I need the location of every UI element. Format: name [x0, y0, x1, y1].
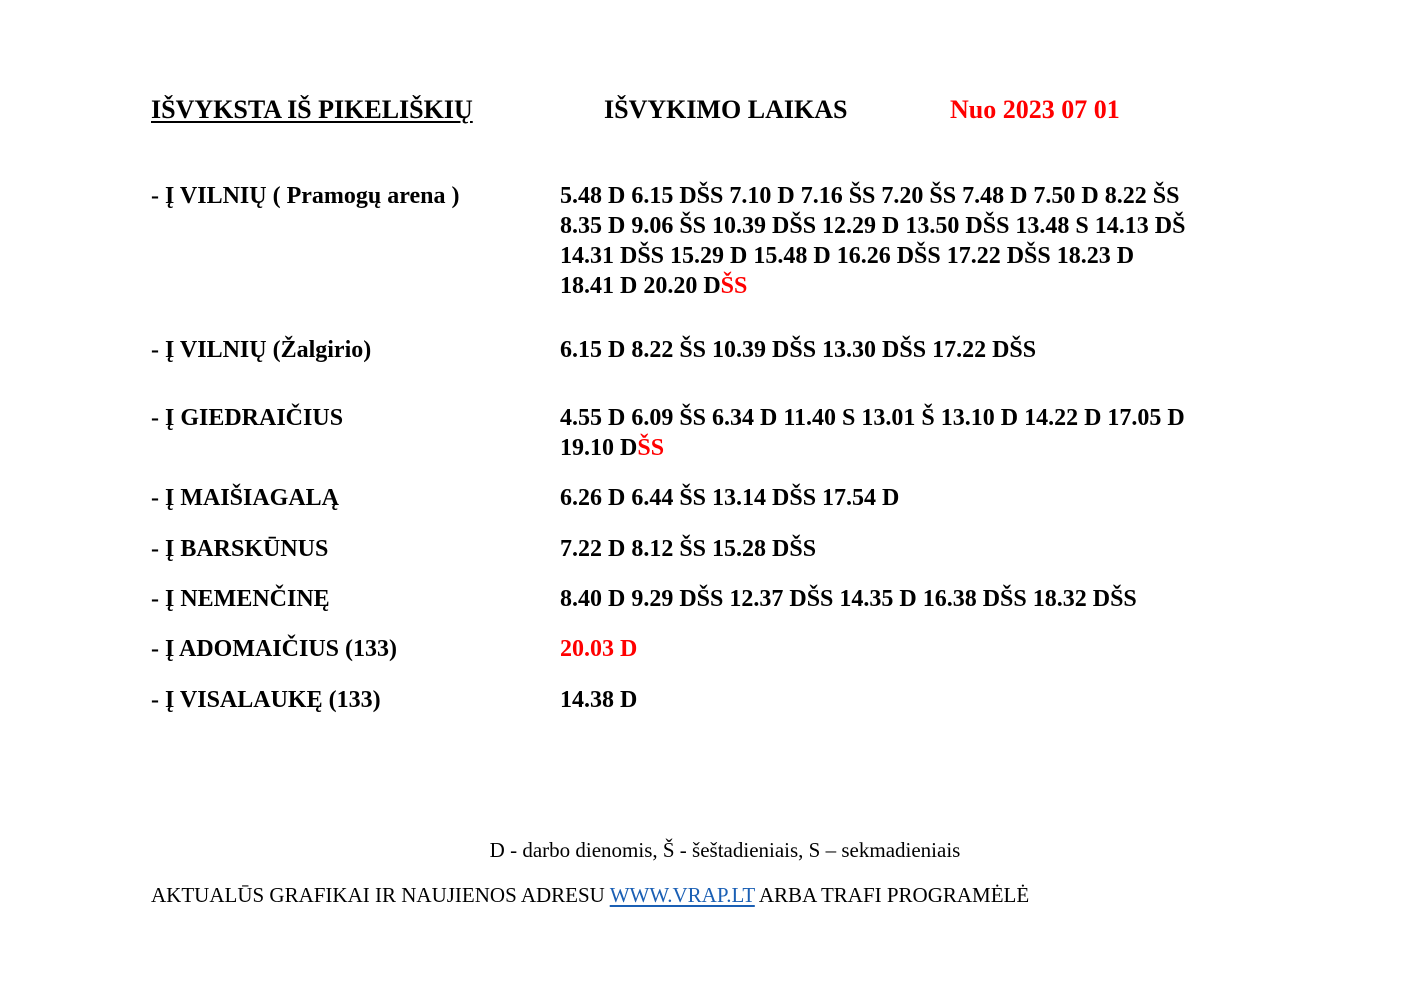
valid-from-date: Nuo 2023 07 01 — [950, 95, 1120, 124]
page-title: IŠVYKSTA IŠ PIKELIŠKIŲ — [151, 95, 473, 124]
route-destination: - Į GIEDRAIČIUS — [151, 405, 344, 431]
footer-prefix: AKTUALŪS GRAFIKAI IR NAUJIENOS ADRESU — [151, 883, 610, 907]
times-line: 7.22 D 8.12 ŠS 15.28 DŠS — [560, 536, 817, 562]
departure-time-heading: IŠVYKIMO LAIKAS — [604, 95, 848, 124]
times-line-prefix: 19.10 D — [560, 435, 638, 461]
route-destination: - Į VILNIŲ (Žalgirio) — [151, 337, 372, 363]
route-times — [560, 403, 1250, 463]
route-destination: - Į VILNIŲ ( Pramogų arena ) — [151, 183, 460, 209]
times-line: 6.15 D 8.22 ŠS 10.39 DŠS 13.30 DŠS 17.22 DŠS — [560, 337, 1037, 363]
route-times — [560, 335, 1250, 365]
schedule-legend: D - darbo dienomis, Š - šeštadieniais, S – sekmadieniais — [489, 838, 961, 862]
route-times — [560, 181, 1250, 301]
times-line — [560, 271, 1250, 301]
times-line: 5.48 D 6.15 DŠS 7.10 D 7.16 ŠS 7.20 ŠS 7.48 D 7.50 D 8.22 ŠS — [560, 183, 1180, 209]
route-times — [560, 483, 1250, 513]
times-line — [560, 433, 1250, 463]
route-times — [560, 634, 1250, 664]
route-destination: - Į VISALAUKĘ (133) — [151, 687, 381, 713]
website-link[interactable]: WWW.VRAP.LT — [609, 883, 755, 907]
route-times — [560, 534, 1250, 564]
times-line: 8.40 D 9.29 DŠS 12.37 DŠS 14.35 D 16.38 DŠS 18.32 DŠS — [560, 586, 1137, 612]
route-destination: - Į NEMENČINĘ — [151, 586, 330, 612]
route-destination: - Į ADOMAIČIUS (133) — [151, 636, 397, 662]
route-destination: - Į MAIŠIAGALĄ — [151, 485, 340, 511]
times-line-prefix: 18.41 D 20.20 D — [560, 273, 721, 299]
times-line: 6.26 D 6.44 ŠS 13.14 DŠS 17.54 D — [560, 485, 900, 511]
page-header — [0, 92, 1403, 128]
times-line: 20.03 D — [560, 636, 638, 662]
footer-note — [151, 880, 1029, 910]
times-line: 14.38 D — [560, 687, 638, 713]
footer-suffix: ARBA TRAFI PROGRAMĖLĖ — [754, 883, 1030, 907]
route-times — [560, 685, 1250, 715]
times-line: 8.35 D 9.06 ŠS 10.39 DŠS 12.29 D 13.50 DŠS 13.48 S 14.13 DŠ — [560, 213, 1186, 239]
times-line: 14.31 DŠS 15.29 D 15.48 D 16.26 DŠS 17.22 DŠS 18.23 D — [560, 243, 1135, 269]
times-line: 4.55 D 6.09 ŠS 6.34 D 11.40 S 13.01 Š 13.10 D 14.22 D 17.05 D — [560, 405, 1185, 431]
times-highlight: ŠS — [720, 273, 748, 299]
times-highlight: ŠS — [637, 435, 665, 461]
route-destination: - Į BARSKŪNUS — [151, 536, 329, 562]
route-times — [560, 584, 1250, 614]
